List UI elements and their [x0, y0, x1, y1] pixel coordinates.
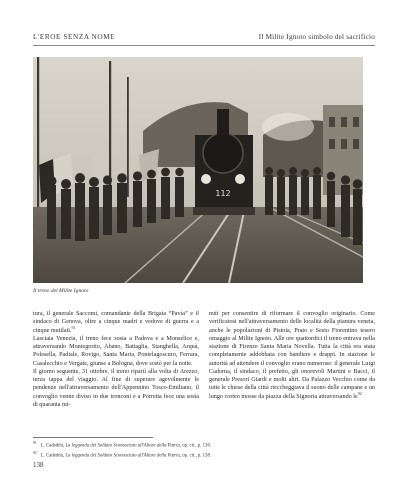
footnote-rule [33, 437, 153, 438]
body-text [33, 310, 375, 409]
footnote-ref[interactable]: 91 [71, 324, 76, 330]
page-number: 138 [33, 461, 44, 469]
running-head-right: Il Milite Ignoto simbolo del sacrificio [258, 33, 375, 41]
header-rule [33, 45, 375, 46]
footnote-title: La leggenda del Soldato Sconosciuto all'Altare della Patria [65, 443, 180, 449]
locomotive-number: 112 [215, 189, 231, 198]
running-head [33, 33, 375, 41]
footnote-number: 92 [33, 450, 37, 455]
footnote-number: 91 [33, 441, 37, 445]
train-station-photo [33, 57, 363, 283]
footnote: $^{91}$L. Cadeddu, La leggenda del Soldato Sconosciuto all'Altare della Patria, op. cit., p. 136. [33, 441, 212, 449]
photo-caption: Il treno del Milite Ignoto [33, 288, 89, 294]
footnote-title: La leggenda del Soldato Sconosciuto all'Altare della Patria [65, 453, 180, 459]
footnote-ref[interactable]: 92 [357, 390, 362, 396]
steam [262, 113, 314, 141]
footnotes [33, 440, 375, 459]
footnote: $^{92}$L. Cadeddu, La leggenda del Soldato Sconosciuto all'Altare della Patria, op. cit., p. 138. [33, 450, 212, 459]
paragraph: tura, il generale Saccomi, comandante della Brigata “Pavia” e il sindaco di Genova, oltre a cinque madri e vedove di guerra e a cinque mutilati.$^{91}$ [33, 311, 199, 334]
flagpole [127, 77, 129, 197]
paragraph: Il giorno seguente, 31 ottobre, il treno ripartì alla volta di Arezzo, terza tappa del viaggio. Al fine di superare agevolmente le pendenze nell'attraversamento dell'Appennino Tosco-Emiliano, il convoglio venne diviso in due tronconi e a Porretta fece una sosta di quaranta mi- [33, 368, 199, 408]
text-column-right [209, 310, 375, 409]
running-head-left: L'EROE SENZA NOME [33, 33, 116, 41]
text-column-left [33, 310, 199, 409]
historical-photo [33, 57, 363, 283]
paragraph: Lasciata Venezia, il treno fece sosta a Padova e a Monselice e, attraversando Montegrotto, Abano, Battaglia, Stanghella, Arquà, Polesella, Padiale, Rovigo, Santa Maria, Pontelagoscuro, Ferrara, Casalecchio e Vergate, giunse a Bologna, dove sostò per la notte. [33, 335, 199, 367]
flagpole [37, 57, 39, 217]
paragraph: nuti per consentire di riformare il convoglio originario. Come verificatosi nell'attraversamento delle località della pianura veneta, anche le popolazioni di Pistoia, Prato e Sesto Fiorentino tesero omaggio al Milite Ignoto. Alle ore quattordici il treno entrava nella stazione di Firenze Santa Maria Novella. Tutta la città era stata completamente addobbata con bandiere e drappi. In stazione le autorità ad attendere il convoglio erano numerose: il generale Luigi Cadorna, il sindaco, il prefetto, gli onorevoli Martini e Bacci, il generale Presori Giardi e molti altri. Da Palazzo Vecchio come da tutte le chiese della città rieccheggiava il suono delle campane e un lungo corteo mosse da piazza della Signoria attraversando $le^{92}$ [209, 311, 375, 400]
